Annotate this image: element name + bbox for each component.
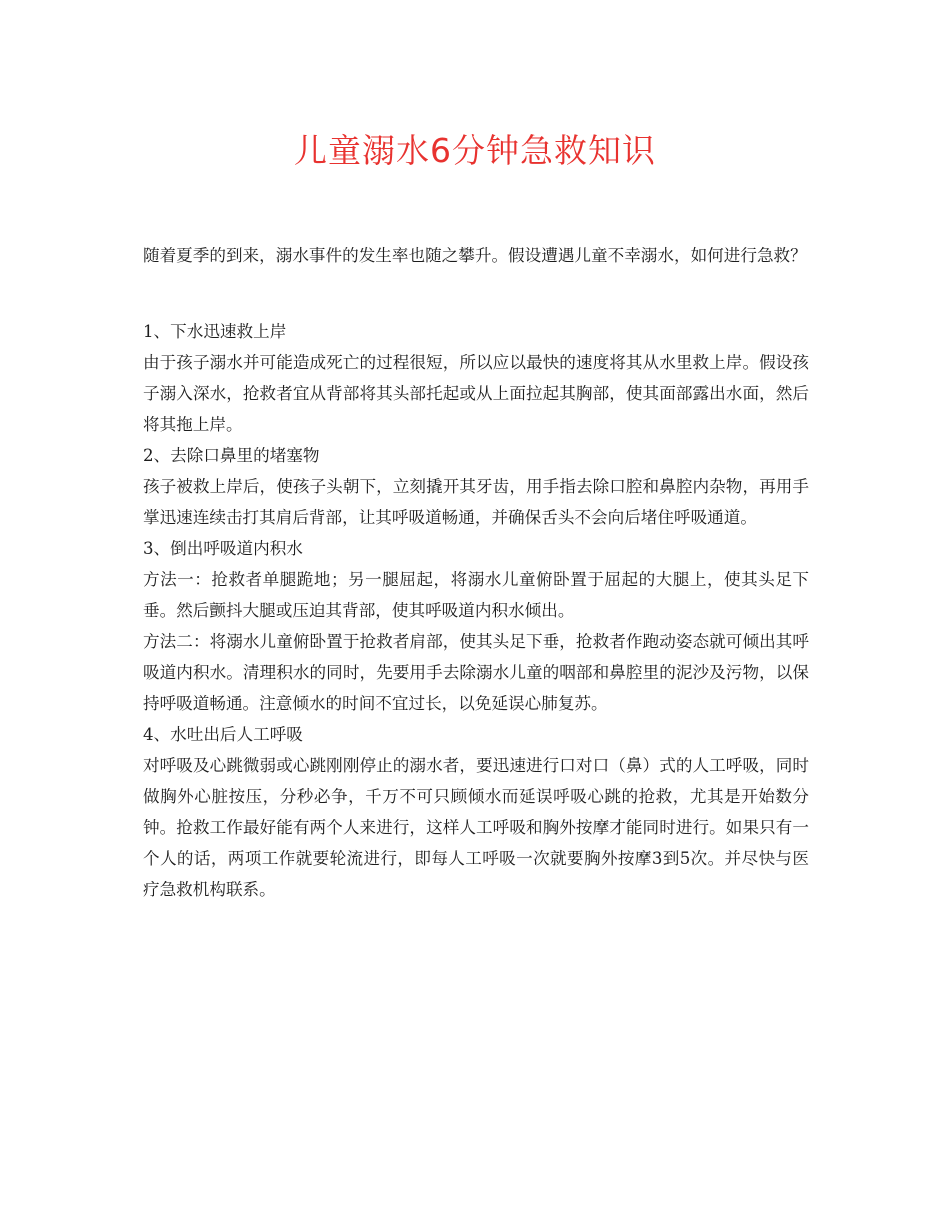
section-paragraph-3-method-2: 方法二：将溺水儿童俯卧置于抢救者肩部，使其头足下垂，抢救者作跑动姿态就可倾出其呼吸道内积水。清理积水的同时，先要用手去除溺水儿童的咽部和鼻腔里的泥沙及污物，以保持呼吸道畅通。注意倾水的时间不宜过长，以免延误心肺复苏。: [143, 632, 809, 713]
page-title: 儿童溺水6分钟急救知识: [294, 131, 656, 170]
document-body: [143, 240, 809, 905]
section-heading-3: 3、倒出呼吸道内积水: [143, 539, 303, 558]
section-heading-4: 4、水吐出后人工呼吸: [143, 725, 303, 744]
section-paragraph-1: 由于孩子溺水并可能造成死亡的过程很短，所以应以最快的速度将其从水里救上岸。假设孩子溺入深水，抢救者宜从背部将其头部托起或从上面拉起其胸部，使其面部露出水面，然后将其拖上岸。: [143, 353, 809, 434]
section-paragraph-2: 孩子被救上岸后，使孩子头朝下，立刻撬开其牙齿，用手指去除口腔和鼻腔内杂物，再用手掌迅速连续击打其肩后背部，让其呼吸道畅通，并确保舌头不会向后堵住呼吸通道。: [143, 477, 809, 527]
section-heading-2: 2、去除口鼻里的堵塞物: [143, 446, 320, 465]
intro-paragraph: 随着夏季的到来，溺水事件的发生率也随之攀升。假设遭遇儿童不幸溺水，如何进行急救？: [143, 246, 807, 265]
section-paragraph-4: 对呼吸及心跳微弱或心跳刚刚停止的溺水者，要迅速进行口对口（鼻）式的人工呼吸，同时做胸外心脏按压，分秒必争，千万不可只顾倾水而延误呼吸心跳的抢救，尤其是开始数分钟。抢救工作最好能有两个人来进行，这样人工呼吸和胸外按摩才能同时进行。如果只有一个人的话，两项工作就要轮流进行，即每人工呼吸一次就要胸外按摩3到5次。并尽快与医疗急救机构联系。: [143, 756, 809, 899]
section-heading-1: 1、下水迅速救上岸: [143, 322, 287, 341]
section-paragraph-3-method-1: 方法一：抢救者单腿跪地；另一腿屈起，将溺水儿童俯卧置于屈起的大腿上，使其头足下垂。然后颤抖大腿或压迫其背部，使其呼吸道内积水倾出。: [143, 570, 809, 620]
